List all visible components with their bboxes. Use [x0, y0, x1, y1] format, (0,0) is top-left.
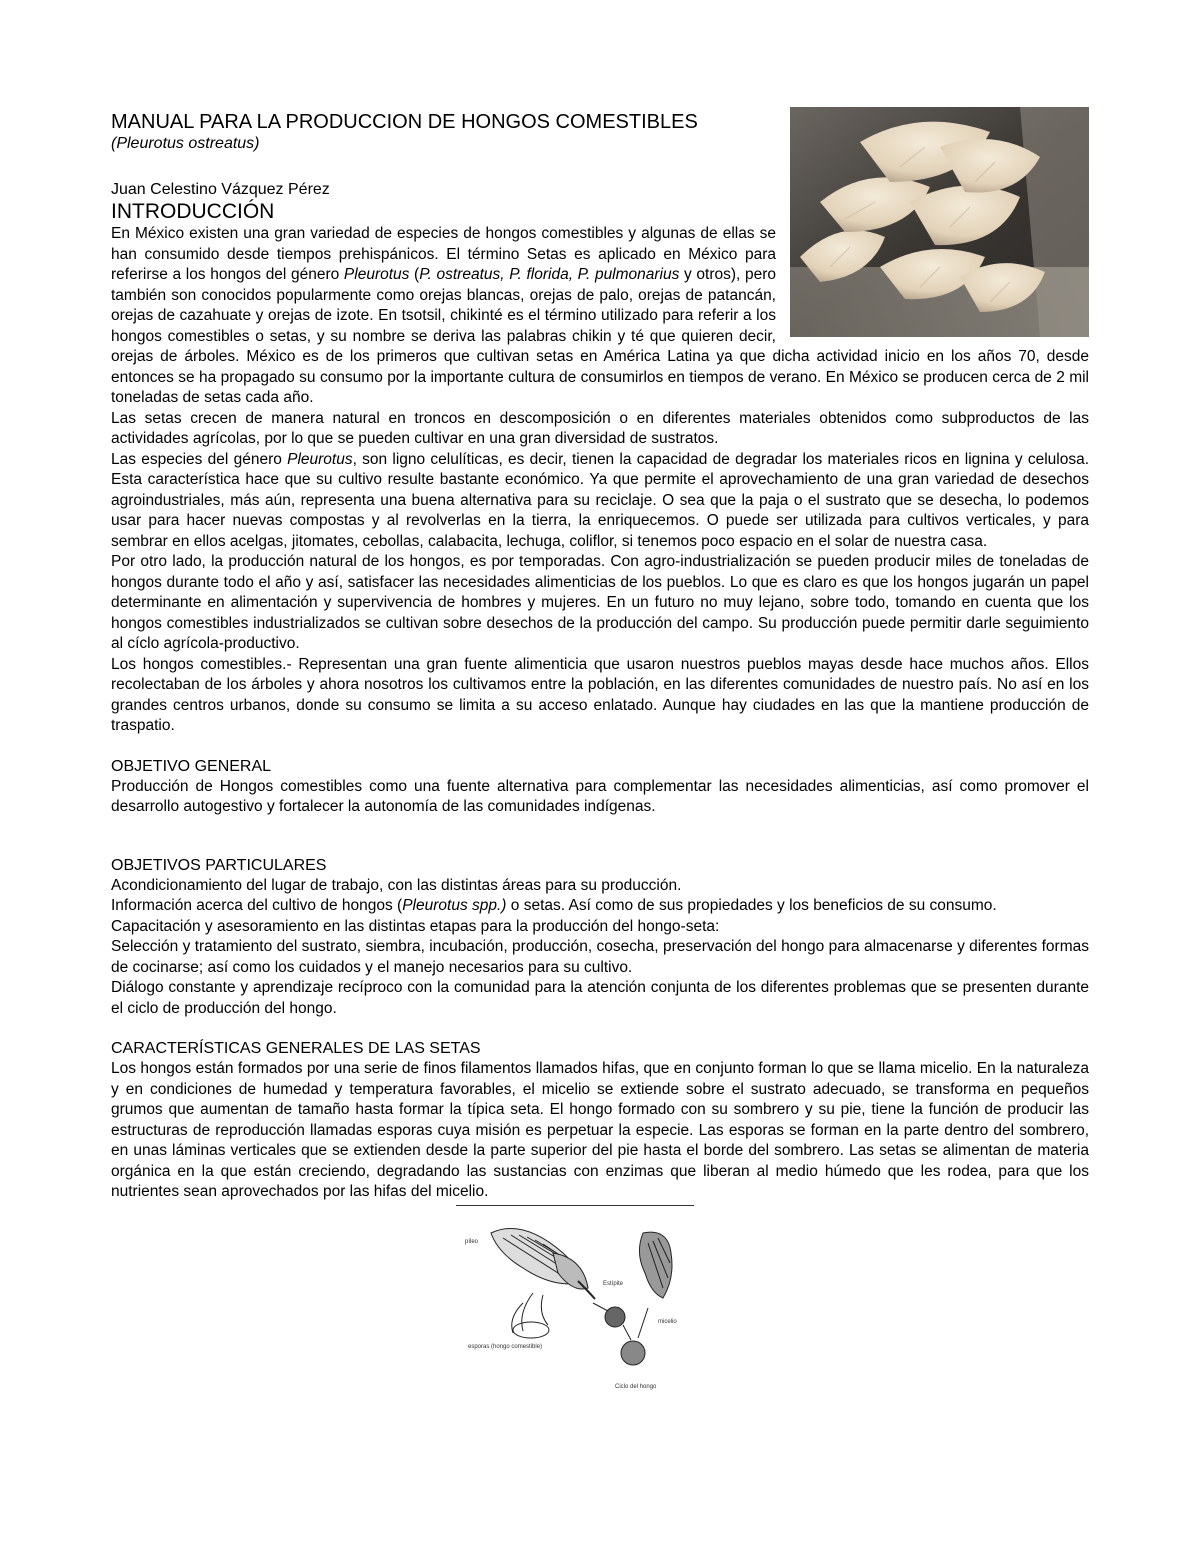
diagram-label-pileo: píleo: [465, 1238, 479, 1245]
objetivo-general-heading: OBJETIVO GENERAL: [111, 757, 272, 775]
mushroom-life-cycle-figure: [111, 1203, 1089, 1393]
objetivo-general-text: Producción de Hongos comestibles como una fuente alternativa para complementar las necesidades alimenticias, así como promover el desarrollo autogestivo y fortalecer la autonomía de las comunidades indígenas.: [111, 777, 1089, 815]
intro-paragraph-5: Los hongos comestibles.- Representan una gran fuente alimenticia que usaron nuestros pueblos mayas desde hace muchos años. Ellos recolectaban de los árboles y ahora nosotros los cultivamos entre la población, en las diferentes comunidades de nuestro país. No así en los grandes centros urbanos, donde su consumo se limita a su acceso enlatado. Aunque hay ciudades en las que la mantiene producción de traspatio.: [111, 655, 1089, 734]
diagram-label-ciclo: Ciclo del hongo: [615, 1383, 657, 1390]
diagram-label-estipite: Estípite: [603, 1280, 624, 1287]
mushroom-life-cycle-diagram: [463, 1213, 703, 1395]
document-title: MANUAL PARA LA PRODUCCION DE HONGOS COMESTIBLES: [111, 111, 698, 133]
objetivo-item-5: Diálogo constante y aprendizaje recíproco con la comunidad para la atención conjunta de los diferentes problemas que se presenten durante el ciclo de producción del hongo.: [111, 979, 1089, 1017]
intro-paragraph-3: Las especies del género Pleurotus, son ligno celulíticas, es decir, tienen la capacidad de degradar los materiales ricos en lignina y celulosa. Esta característica hace que su cultivo resulte bastante económico. Ya que permite el aprovechamiento de una gran variedad de desechos agroindustriales, más aún, representa una buena alternativa para su reciclaje. O sea que la paja o el sustrato que se desecha, lo podemos usar para hacer nuevas compostas y al revolverlas en la tierra, la enriquecemos. O puede ser utilizada para cultivos verticales, y para sembrar en ellos acelgas, jitomates, cebollas, calabacita, lechuga, coliflor, si tenemos poco espacio en el solar de nuestra casa.: [111, 450, 1089, 550]
intro-paragraph-4: Por otro lado, la producción natural de los hongos, es por temporadas. Con agro-industrialización se pueden producir miles de toneladas de hongos durante todo el año y así, satisfacer las necesidades alimenticias de los pueblos. Lo que es claro es que los hongos jugarán un papel determinante en alimentación y supervivencia de hombres y mujeres. En un futuro no muy lejano, sobre todo, tomando en cuenta que los hongos comestibles industrializados se cultivan sobre desechos de la producción del campo. Su producción puede permitir darle seguimiento al cíclo agrícola-productivo.: [111, 553, 1089, 652]
objetivo-item-1: Acondicionamiento del lugar de trabajo, con las distintas áreas para su producción.: [111, 876, 682, 894]
figure-divider: [456, 1205, 694, 1206]
intro-paragraph-2: Las setas crecen de manera natural en troncos en descomposición o en diferentes materiales obtenidos como subproductos de las actividades agrícolas, por lo que se pueden cultivar en una gran diversidad de sustratos.: [111, 409, 1089, 447]
author-name: Juan Celestino Vázquez Pérez: [111, 181, 330, 198]
document-page: [111, 110, 1089, 1393]
intro-paragraph-1: En México existen una gran variedad de especies de hongos comestibles y algunas de ellas se han consumido desde tiempos prehispánicos. El término Setas es aplicado en México para referirse a los hongos del género Pleurotus (P. ostreatus, P. florida, P. pulmonarius y otros), pero también son conocidos popularmente como orejas blancas, orejas de palo, orejas de patancán, orejas de cazahuate y orejas de izote. En tsotsil, chikinté es el término utilizado para referir a los hongos comestibles o setas, y su nombre se deriva las palabras chikin y té que quieren decir, orejas de árboles. México es de los primeros que cultivan setas en América Latina ya que dicha actividad inicio en los años 70, desde entonces se ha propagado su consumo por la importante cultura de consumirlos en tiempos de verano. En México se producen cerca de 2 mil toneladas de setas cada año.: [111, 225, 1089, 406]
objetivo-item-4: Selección y tratamiento del sustrato, siembra, incubación, producción, cosecha, preservación del hongo para almacenarse y diferentes formas de cocinarse; así como los cuidados y el manejo necesarios para su cultivo.: [111, 938, 1089, 976]
oyster-mushroom-photo: [790, 107, 1089, 337]
objetivos-particulares-heading: OBJETIVOS PARTICULARES: [111, 856, 327, 874]
diagram-label-esporas: esporas (hongo comestible): [468, 1343, 543, 1350]
caracteristicas-heading: CARACTERÍSTICAS GENERALES DE LAS SETAS: [111, 1040, 481, 1057]
intro-heading: INTRODUCCIÓN: [111, 200, 275, 223]
objetivo-item-3: Capacitación y asesoramiento en las distintas etapas para la producción del hongo-seta:: [111, 917, 720, 935]
diagram-label-micelio: micelio: [658, 1318, 677, 1325]
document-subtitle: (Pleurotus ostreatus): [111, 135, 260, 152]
objetivo-item-2: Información acerca del cultivo de hongos (Pleurotus spp.) o setas. Así como de sus propiedades y los beneficios de su consumo.: [111, 897, 997, 914]
caracteristicas-text: Los hongos están formados por una serie de finos filamentos llamados hifas, que en conjunto forman lo que se llama micelio. En la naturaleza y en condiciones de humedad y temperatura favorables, el micelio se extiende sobre el sustrato adecuado, se transforma en pequeños grumos que aumentan de tamaño hasta formar la típica seta. El hongo formado con su sombrero y su pie, tiene la función de producir las estructuras de reproducción llamadas esporas cuya misión es perpetuar la especie. Las esporas se forman en la parte dentro del sombrero, en unas láminas verticales que se extienden desde la parte superior del pie hasta el borde del sombrero. Las setas se alimentan de materia orgánica en la que están creciendo, degradando las sustancias con enzimas que liberan al medio húmedo que les rodea, para que los nutrientes sean aprovechados por las hifas del micelio.: [111, 1060, 1089, 1200]
